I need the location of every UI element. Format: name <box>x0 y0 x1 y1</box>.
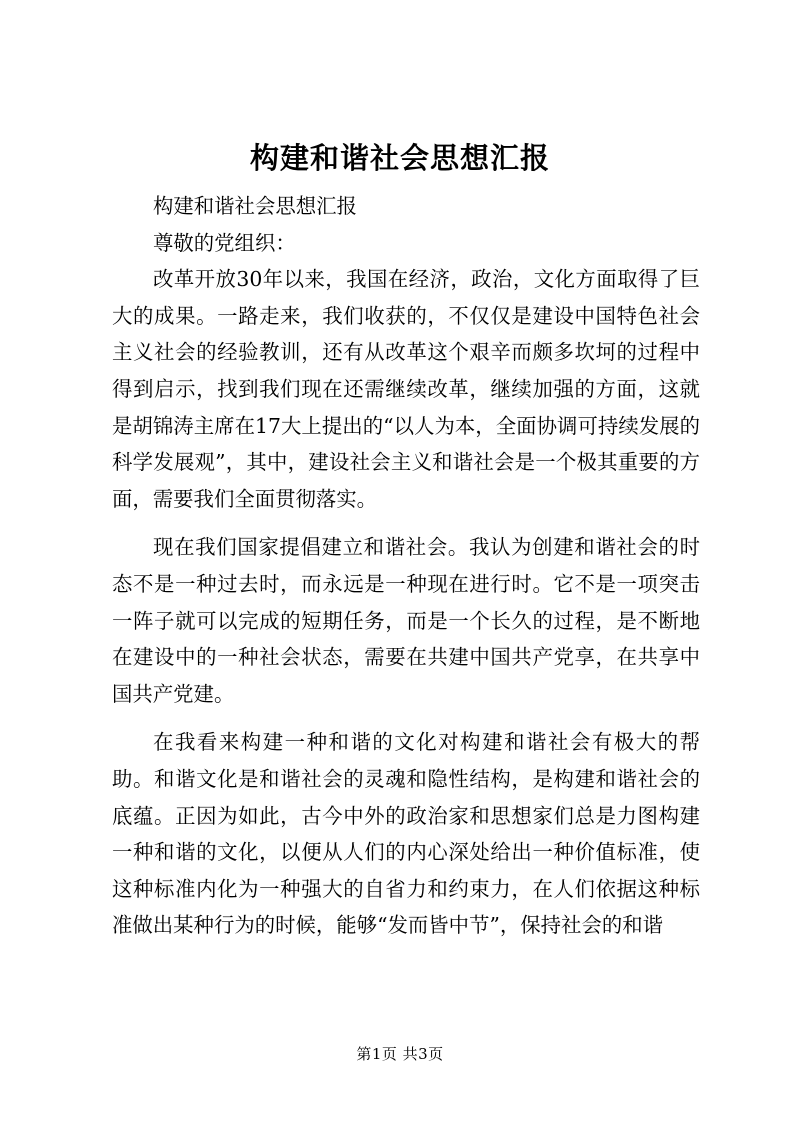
body-paragraph-salutation: 尊敬的党组织： <box>153 230 296 255</box>
page-number-footer: 第1页 共3页 <box>356 1045 444 1063</box>
body-paragraph: 改革开放30年以来，我国在经济，政治，文化方面取得了巨大的成果。一路走来，我们收获的，不仅仅是建设中国特色社会主义社会的经验教训，还有从改革这个艰辛而颇多坎坷的过程中得到启示，找到我们现在还需继续改革，继续加强的方面，这就是胡锦涛主席在17大上提出的“以人为本，全面协调可持续发展的科学发展观”，其中，建设社会主义和谐社会是一个极其重要的方面，需要我们全面贯彻落实。 <box>112 267 700 511</box>
body-paragraph: 现在我们国家提倡建立和谐社会。我认为创建和谐社会的时态不是一种过去时，而永远是一种现在进行时。它不是一项突击一阵子就可以完成的短期任务，而是一个长久的过程，是不断地在建设中的一种社会状态，需要在共建中国共产党享，在共享中国共产党建。 <box>112 535 700 706</box>
body-paragraph-heading: 构建和谐社会思想汇报 <box>153 194 357 218</box>
body-paragraph: 在我看来构建一种和谐的文化对构建和谐社会有极大的帮助。和谐文化是和谐社会的灵魂和隐性结构，是构建和谐社会的底蕴。正因为如此，古今中外的政治家和思想家们总是力图构建一种和谐的文化，以便从人们的内心深处给出一种价值标准，使这种标准内化为一种强大的自省力和约束力，在人们依据这种标准做出某种行为的时候，能够“发而皆中节”，保持社会的和谐 <box>112 730 700 938</box>
document-body <box>112 188 700 944</box>
document-title: 构建和谐社会思想汇报 <box>249 141 550 175</box>
